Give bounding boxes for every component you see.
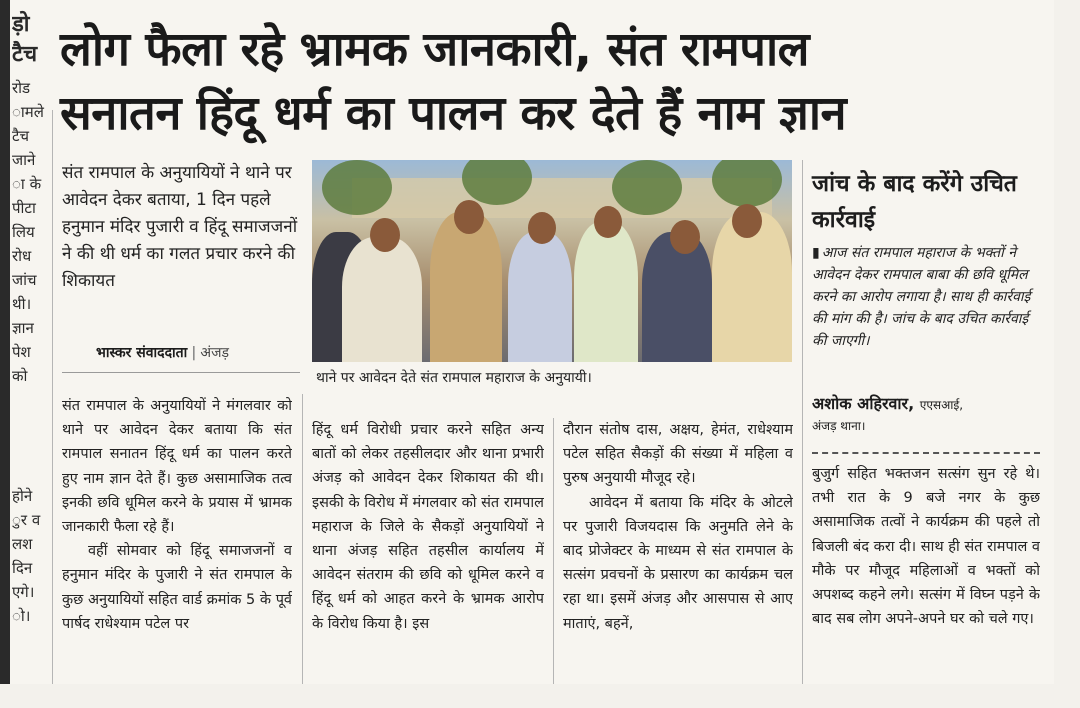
fragment-line: जाने: [12, 151, 36, 169]
fragment-line: रोड: [12, 79, 31, 97]
adjacent-article-fragment: [12, 10, 52, 684]
column-rule: [802, 160, 803, 684]
paragraph: हिंदू धर्म विरोधी प्रचार करने सहित अन्य बातों को लेकर तहसीलदार और थाना प्रभारी अंजड़ को आवेदन देकर शिकायत की थी। इसकी के विरोध में मंगलवार को संत रामपाल महाराज के जिले के सैकड़ों अनुयायियों ने थाना अंजड़ सहित तहसील कार्यालय में आवेदन संतराम की छवि को धूमिल करने व हिंदू धर्म को आहत करने के भ्रामक आरोप के विरोध किया है। इस: [312, 422, 544, 632]
fragment-line: ो।: [12, 607, 31, 625]
photo-caption: थाने पर आवेदन देते संत रामपाल महाराज के अनुयायी।: [316, 370, 592, 386]
fragment-line: लश: [12, 535, 33, 553]
column-rule: [52, 110, 53, 684]
fragment-line: ामले: [12, 103, 44, 121]
sidebar-signature: [812, 392, 1042, 435]
section-rule: [62, 372, 300, 373]
byline: भास्कर संवाददाता | अंजड़: [96, 345, 229, 361]
fragment-line: थी।: [12, 295, 32, 313]
fragment-line: ा के: [12, 175, 42, 193]
article-headline: [60, 18, 1050, 146]
quote-marker: ▮: [812, 245, 820, 261]
paragraph: दौरान संतोष दास, अक्षय, हेमंत, राधेश्याम पटेल सहित सैकड़ों की संख्या में महिला व पुरुष अनुयायी मौजूद रहे।: [563, 422, 793, 487]
fragment-line: दिन: [12, 559, 33, 577]
news-photo: [312, 160, 792, 362]
headline-line-2: सनातन हिंदू धर्म का पालन कर देते हैं नाम ज्ञान: [60, 86, 847, 141]
fragment-line: को: [12, 367, 28, 385]
paragraph: आवेदन में बताया कि मंदिर के ओटले पर पुजारी विजयदास कि अनुमति लेने के बाद प्रोजेक्टर के माध्यम से संत रामपाल के सत्संग प्रवचनों के प्रसारण का कार्यक्रम चल रहा था। इसमें अंजड़ और आसपास से आए माताएं, बहनें,: [563, 494, 793, 632]
fragment-head-line: टैच: [12, 42, 38, 67]
headline-line-1: लोग फैला रहे भ्रामक जानकारी, संत रामपाल: [60, 22, 809, 77]
paragraph: वहीं सोमवार को हिंदू समाजजनों व हनुमान मंदिर के पुजारी ने संत रामपाल के कुछ अनुयायियों सहित वार्ड क्रमांक 5 के पूर्व पार्षद राधेश्याम पटेल पर: [62, 543, 292, 632]
fragment-line: जांच: [12, 271, 37, 289]
fragment-line: ज्ञान: [12, 319, 34, 337]
fragment-line: होने: [12, 487, 33, 505]
column-rule: [553, 418, 554, 684]
sidebar-title: जांच के बाद करेंगे उचित कार्रवाई: [812, 171, 1017, 233]
dateline-place: अंजड़: [200, 345, 229, 361]
reporter-name: भास्कर संवाददाता: [96, 345, 188, 361]
signatory-name: अशोक अहिरवार,: [812, 394, 915, 413]
signatory-station: अंजड़ थाना।: [812, 419, 866, 433]
column-rule: [302, 394, 303, 684]
signatory-rank: एएसआई,: [919, 398, 964, 412]
sidebar-quote: [812, 242, 1040, 352]
fragment-line: टैच: [12, 127, 30, 145]
sidebar-divider: [812, 452, 1040, 454]
fragment-head-line: ड़ो: [12, 12, 30, 37]
fragment-line: एगे।: [12, 583, 35, 601]
paragraph: बुजुर्ग सहित भक्तजन सत्संग सुन रहे थे। तभी रात के 9 बजे नगर के कुछ असामाजिक तत्वों ने कार्यक्रम की पहले तो बिजली बंद करा दी। साथ ही संत रामपाल व मौके पर मौजूद महिलाओं व भक्तों को अपशब्द कहने लगे। सत्संग में विघ्न पड़ने के बाद सब लोग अपने-अपने घर को चले गए।: [812, 466, 1040, 628]
fragment-line: पीटा: [12, 199, 36, 217]
body-column-1: [62, 394, 292, 684]
body-column-4: [812, 462, 1040, 684]
fragment-line: लिय: [12, 223, 35, 241]
fragment-line: रोध: [12, 247, 32, 265]
fragment-line: पेश: [12, 343, 31, 361]
paragraph: संत रामपाल के अनुयायियों ने मंगलवार को थाने पर आवेदन देकर बताया कि संत रामपाल सनातन हिंदू धर्म का पालन करते हुए नाम ज्ञान देते हैं। कुछ असामाजिक तत्व इनकी छवि धूमिल करने के प्रयास में भ्रामक जानकारी फैला रहे हैं।: [62, 398, 292, 536]
body-column-3: [563, 418, 793, 708]
fragment-line: ुर व: [12, 511, 41, 529]
sidebar-quote-text: आज संत रामपाल महाराज के भक्तों ने आवेदन देकर रामपाल बाबा की छवि धूमिल करने का आरोप लगाया है। साथ ही कार्रवाई की मांग की है। जांच के बाद उचित कार्रवाई की जाएगी।: [812, 245, 1031, 349]
article-subhead: संत रामपाल के अनुयायियों ने थाने पर आवेदन देकर बताया, 1 दिन पहले हनुमान मंदिर पुजारी व हिंदू समाजजनों ने की थी धर्म का गलत प्रचार करने की शिकायत: [62, 163, 298, 291]
body-column-2: [312, 418, 544, 708]
page-edge: [0, 0, 10, 684]
